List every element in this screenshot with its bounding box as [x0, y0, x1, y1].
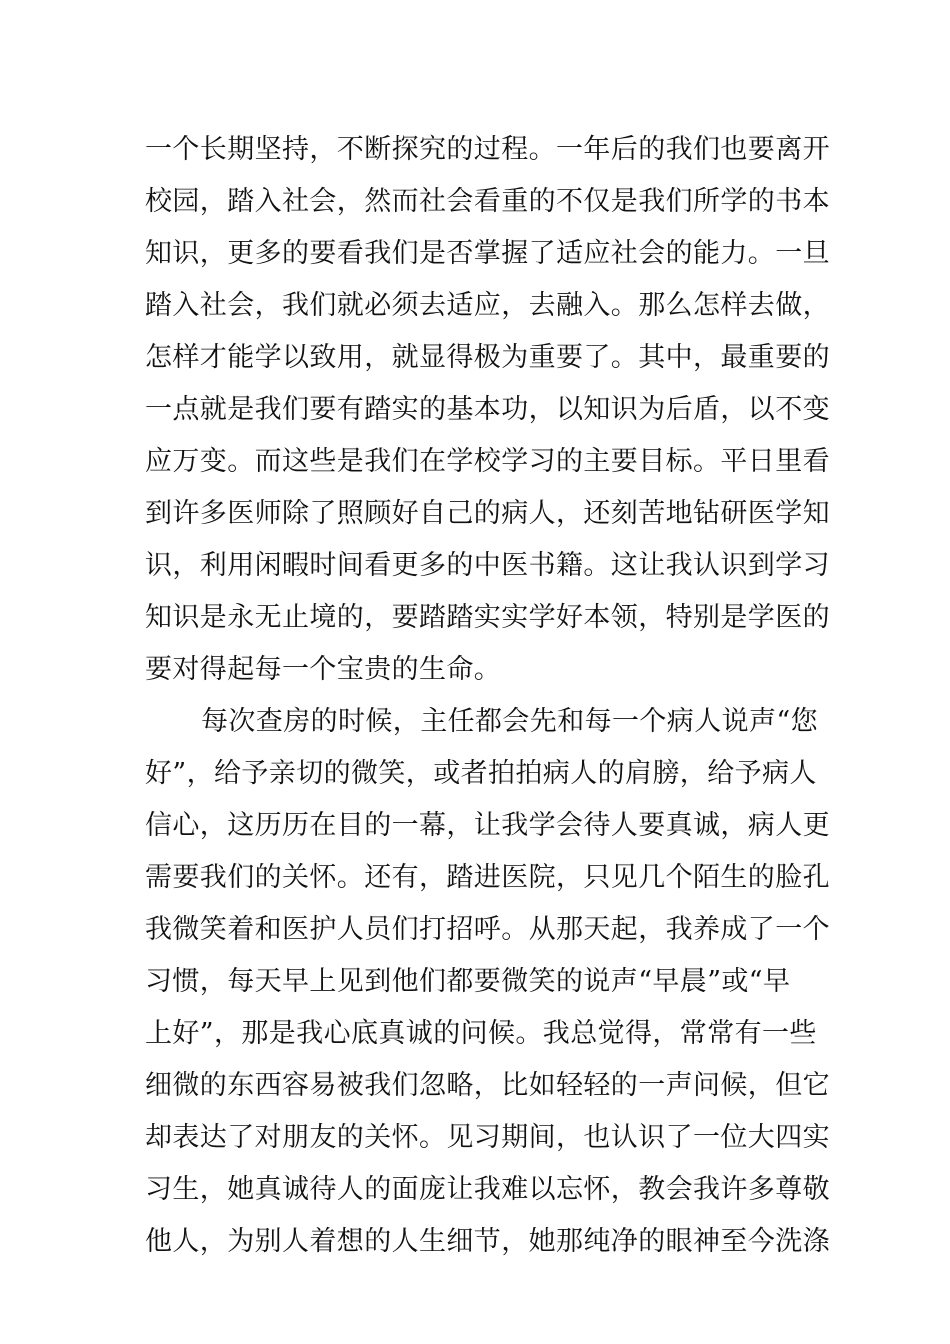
- text-line: 识，利用闲暇时间看更多的中医书籍。这让我认识到学习: [145, 550, 830, 581]
- paragraph-1: [145, 124, 830, 696]
- text-line: 一个长期坚持，不断探究的过程。一年后的我们也要离开: [145, 134, 830, 165]
- text-line: 习惯，每天早上见到他们都要微笑的说声“早晨”或“早: [145, 966, 791, 997]
- text-line: 知识是永无止境的，要踏踏实实学好本领，特别是学医的: [145, 602, 830, 633]
- body-text: [145, 124, 830, 1268]
- text-line: 好”，给予亲切的微笑，或者拍拍病人的肩膀，给予病人: [145, 758, 817, 789]
- text-line: 应万变。而这些是我们在学校学习的主要目标。平日里看: [145, 446, 830, 477]
- text-line: 他人，为别人着想的人生细节，她那纯净的眼神至今洗涤: [145, 1226, 830, 1257]
- paragraph-2: [145, 696, 830, 1268]
- text-line: 每次查房的时候，主任都会先和每一个病人说声“您: [201, 706, 819, 737]
- text-line: 一点就是我们要有踏实的基本功，以知识为后盾，以不变: [145, 394, 830, 425]
- text-line: 校园，踏入社会，然而社会看重的不仅是我们所学的书本: [145, 186, 830, 217]
- text-line: 要对得起每一个宝贵的生命。: [145, 654, 502, 685]
- text-line: 细微的东西容易被我们忽略，比如轻轻的一声问候，但它: [145, 1070, 830, 1101]
- text-line: 习生，她真诚待人的面庞让我难以忘怀，教会我许多尊敬: [145, 1174, 830, 1205]
- text-line: 信心，这历历在目的一幕，让我学会待人要真诚，病人更: [145, 810, 830, 841]
- text-line: 知识，更多的要看我们是否掌握了适应社会的能力。一旦: [145, 238, 830, 269]
- text-line: 我微笑着和医护人员们打招呼。从那天起，我养成了一个: [145, 914, 830, 945]
- text-line: 需要我们的关怀。还有，踏进医院，只见几个陌生的脸孔: [145, 862, 830, 893]
- text-line: 上好”，那是我心底真诚的问候。我总觉得，常常有一些: [145, 1018, 817, 1049]
- text-line: 到许多医师除了照顾好自己的病人，还刻苦地钻研医学知: [145, 498, 830, 529]
- text-line: 却表达了对朋友的关怀。见习期间，也认识了一位大四实: [145, 1122, 830, 1153]
- text-line: 踏入社会，我们就必须去适应，去融入。那么怎样去做，: [145, 290, 830, 321]
- text-line: 怎样才能学以致用，就显得极为重要了。其中，最重要的: [145, 342, 830, 373]
